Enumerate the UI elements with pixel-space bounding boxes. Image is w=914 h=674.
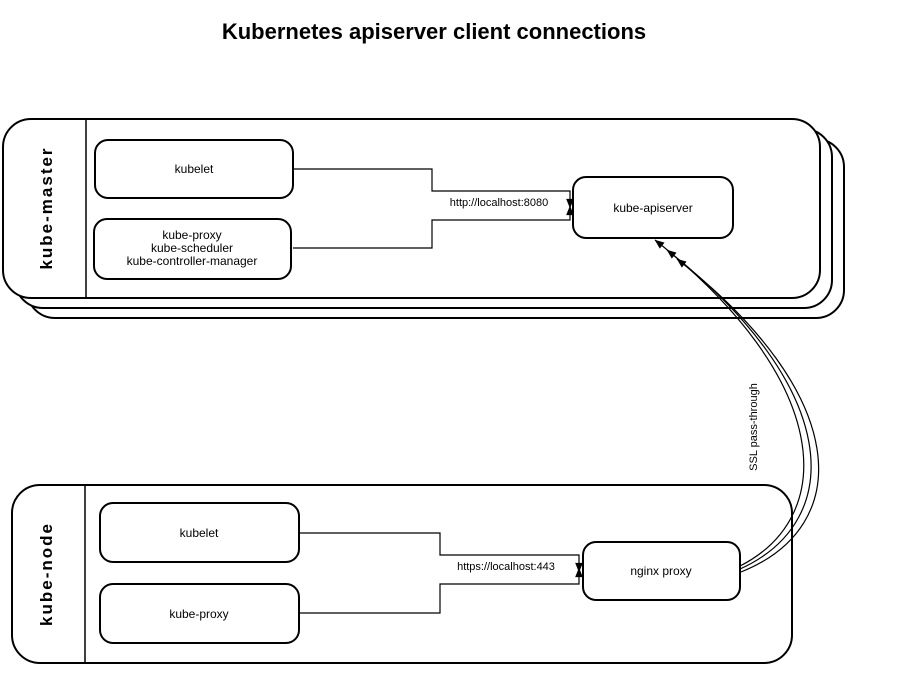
kube-node-label: kube-node [37,522,56,626]
kube-master-label: kube-master [37,146,56,270]
edge-label-https-localhost-443: https://localhost:443 [457,561,555,573]
diagram-title: Kubernetes apiserver client connections [221,19,647,44]
control-plane-label-line3: kube-controller-manager [126,254,258,268]
kube-apiserver-label: kube-apiserver [613,201,693,215]
control-plane-label-line2: kube-scheduler [150,241,234,255]
master-kubelet-label: kubelet [174,162,214,176]
node-kubelet-label: kubelet [179,526,219,540]
edge-label-http-localhost-8080: http://localhost:8080 [449,197,549,209]
ssl-passthrough-label: SSL pass-through [748,383,760,471]
control-plane-label-line1: kube-proxy [162,228,222,242]
node-kube-proxy-label: kube-proxy [169,607,229,621]
nginx-proxy-label: nginx proxy [630,564,692,578]
